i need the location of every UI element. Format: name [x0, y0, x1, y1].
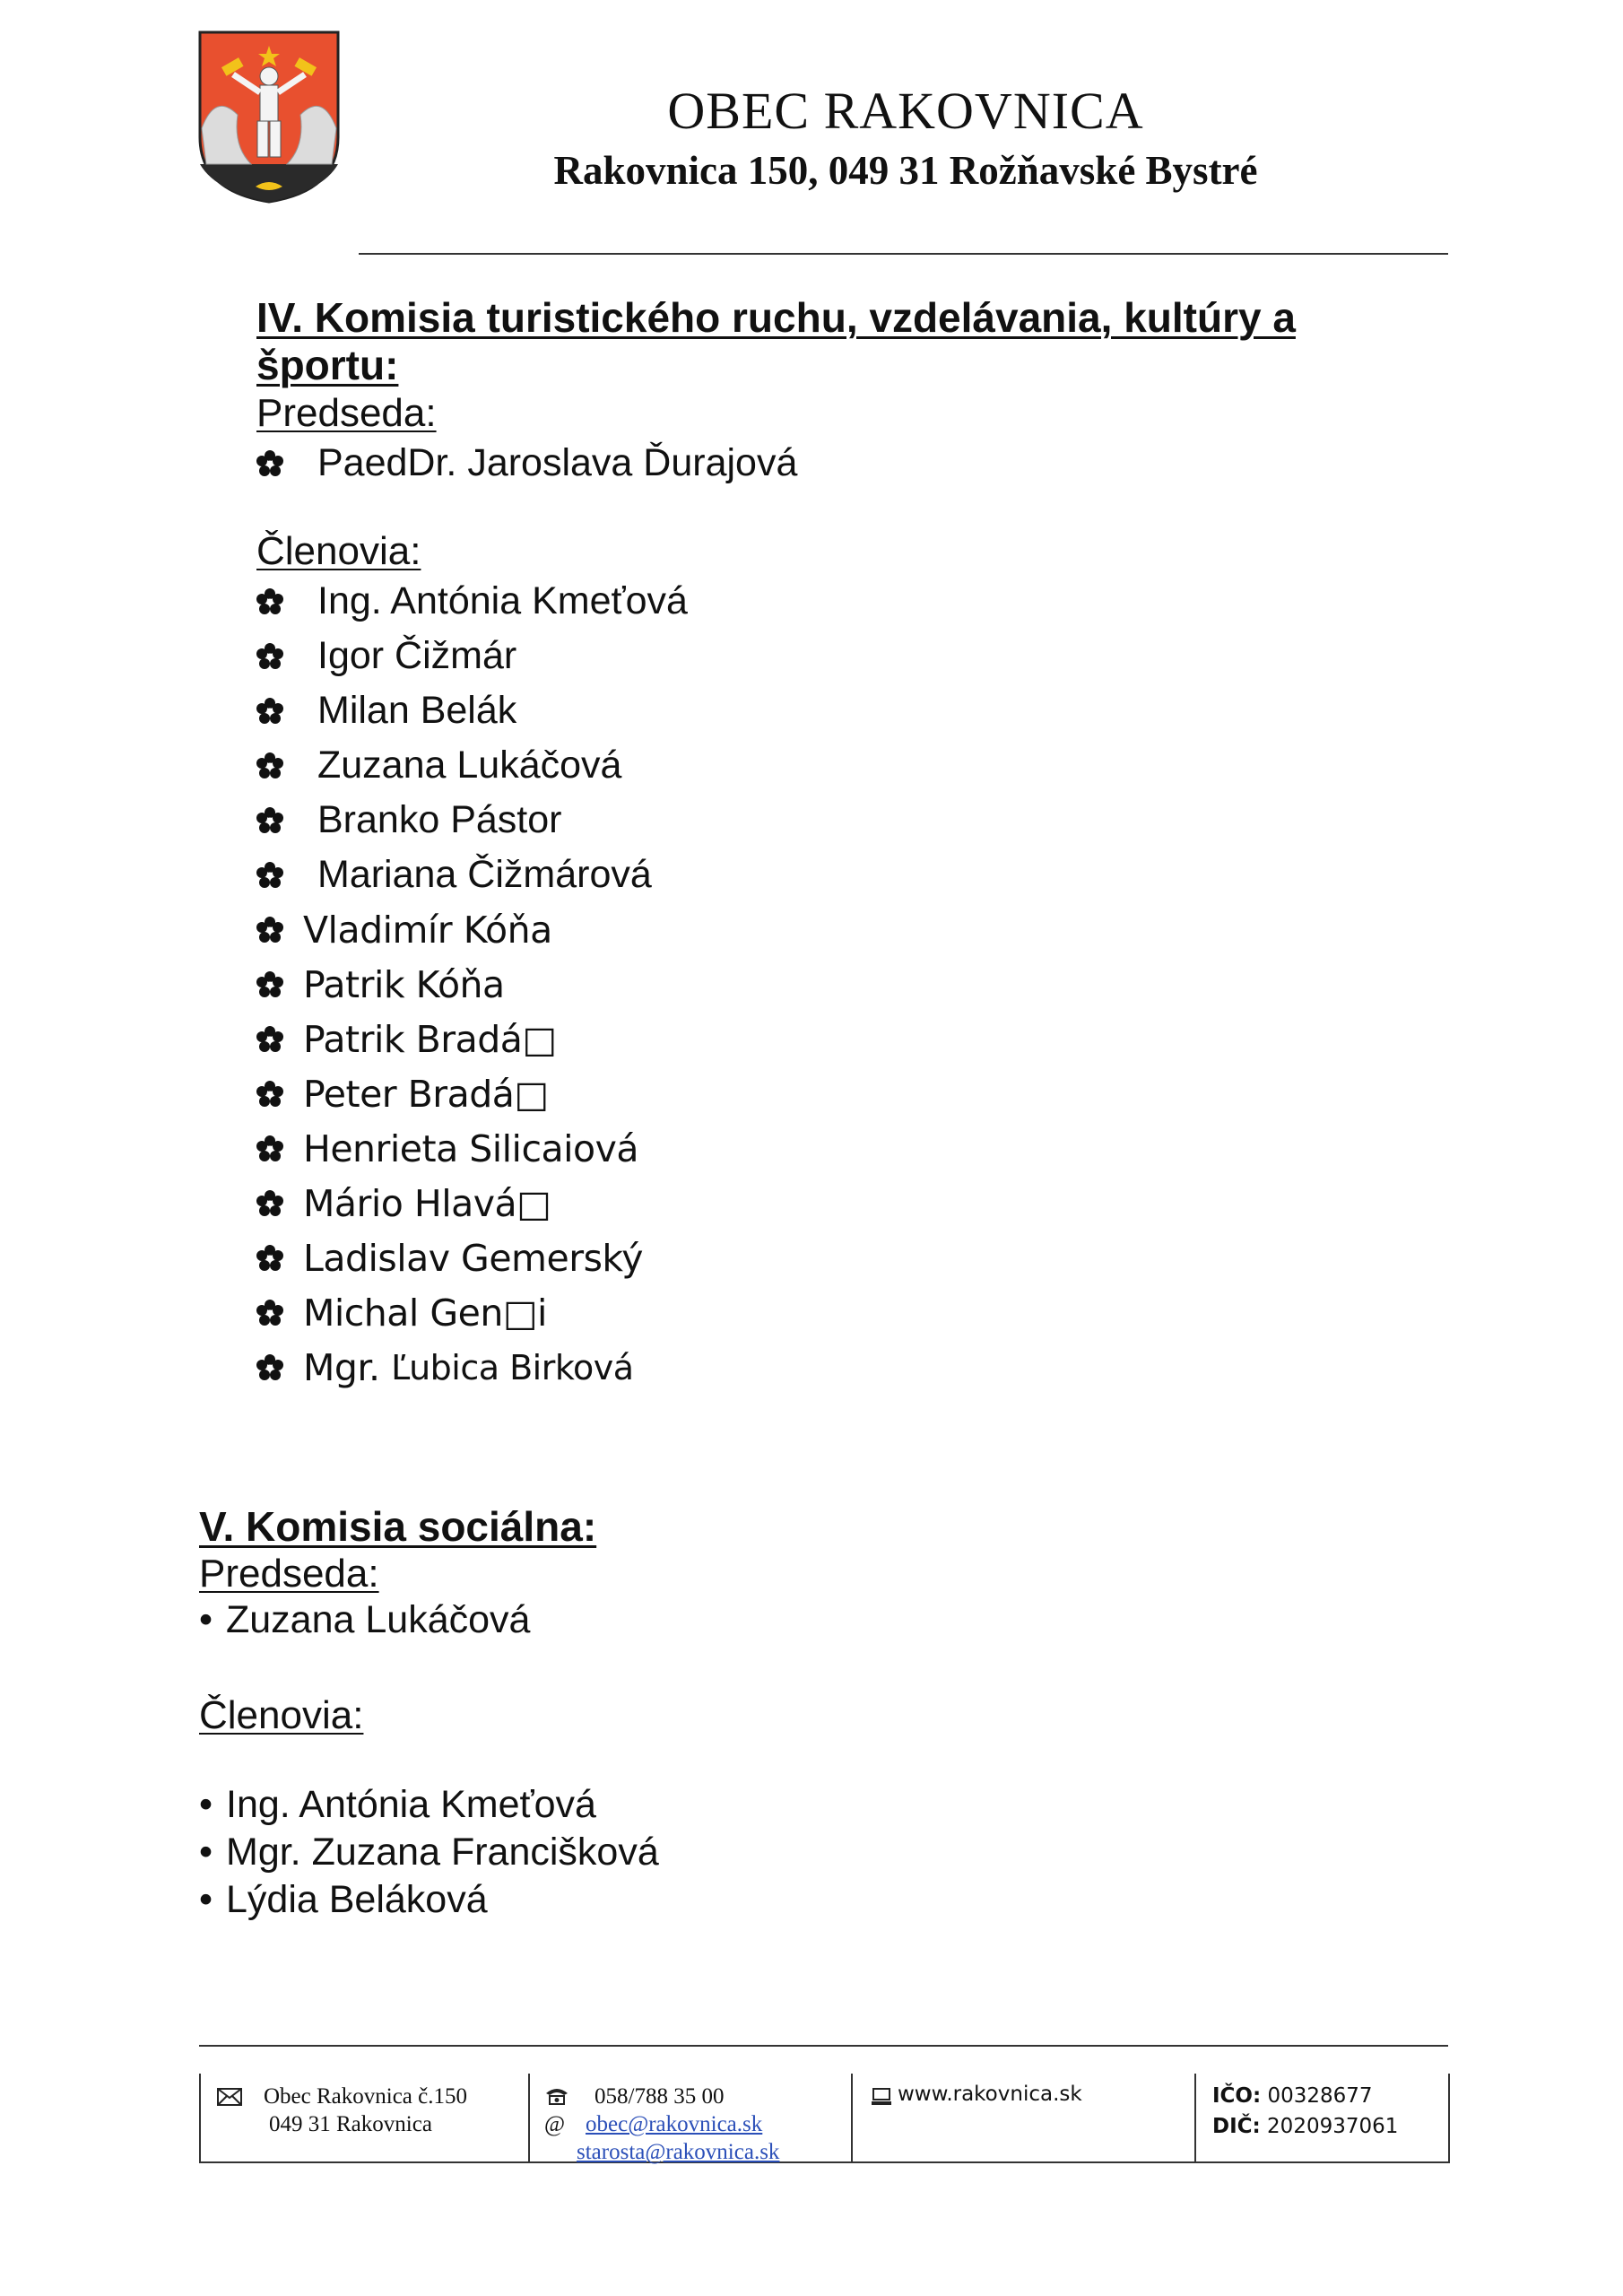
coat-of-arms-logo: [197, 30, 341, 204]
list-item: [256, 574, 688, 629]
flower-bullet-icon: [256, 862, 283, 889]
member-name: Vladimír Kóňa: [303, 908, 552, 952]
member-name: Henrieta Silicaiová: [303, 1126, 638, 1170]
member-name: Peter Bradá□: [303, 1072, 549, 1116]
member-name: Mário Hlavá□: [303, 1181, 551, 1225]
list-item: [256, 1066, 688, 1121]
footer-phone-email-cell: [528, 2074, 851, 2164]
flower-bullet-icon: [256, 698, 283, 725]
list-item: [256, 683, 688, 738]
member-name: Patrik Kóňa: [303, 962, 505, 1006]
flower-bullet-icon: [256, 450, 283, 477]
flower-bullet-icon: [256, 588, 283, 615]
dic-label: DIČ:: [1212, 2115, 1261, 2138]
flower-bullet-icon: [256, 1026, 283, 1053]
list-item: [199, 1876, 659, 1924]
section-iv-chair-row: [256, 436, 797, 491]
flower-bullet-icon: [256, 752, 283, 779]
footer-ids-cell: [1194, 2074, 1448, 2161]
section-v-members-label: Členovia:: [199, 1693, 364, 1737]
list-item: [256, 1285, 688, 1340]
flower-bullet-icon: [256, 917, 283, 944]
section-iv-chair-block: [256, 391, 797, 491]
at-sign-icon: @: [544, 2112, 566, 2136]
section-iv-members-block: [256, 529, 688, 1395]
flower-bullet-icon: [256, 1300, 283, 1326]
footer-email-link[interactable]: obec@rakovnica.sk: [586, 2112, 763, 2136]
bullet-icon: •: [199, 1783, 213, 1826]
flower-bullet-icon: [256, 643, 283, 670]
section-iv-members-list: [256, 574, 688, 1395]
footer-phone: 058/788 35 00: [595, 2084, 725, 2109]
footer-divider: [199, 2045, 1448, 2047]
flower-bullet-icon: [256, 1135, 283, 1162]
member-name: Mgr. Zuzana Francišková: [226, 1831, 659, 1874]
list-item: [256, 1340, 688, 1395]
member-name: Zuzana Lukáčová: [317, 744, 622, 787]
ico-value: 00328677: [1267, 2084, 1373, 2108]
member-name: Ing. Antónia Kmeťová: [226, 1783, 596, 1826]
section-v-chair-name: Zuzana Lukáčová: [226, 1598, 531, 1641]
organization-address: Rakovnica 150, 049 31 Rožňavské Bystré: [553, 148, 1258, 193]
flower-bullet-icon: [256, 1081, 283, 1108]
bullet-icon: •: [199, 1598, 213, 1641]
section-iv-members-label: Členovia:: [256, 529, 421, 573]
list-item: [256, 1121, 688, 1176]
section-iv-chair-label: Predseda:: [256, 391, 437, 435]
member-title-prefix: Mgr.: [303, 1345, 392, 1389]
list-item: [256, 1176, 688, 1231]
footer-postal-line1: Obec Rakovnica č.150: [264, 2084, 468, 2109]
dic-value: 2020937061: [1267, 2115, 1399, 2138]
member-name: Ladislav Gemerský: [303, 1236, 643, 1280]
member-name: Mariana Čižmárová: [317, 853, 652, 896]
flower-bullet-icon: [256, 1190, 283, 1217]
member-name: Lýdia Beláková: [226, 1878, 488, 1921]
telephone-icon: [544, 2086, 569, 2106]
flower-bullet-icon: [256, 971, 283, 998]
header-divider: [359, 253, 1448, 255]
member-name: Ľubica Birková: [391, 1347, 634, 1387]
member-name: Branko Pástor: [317, 798, 562, 841]
section-iv-title: IV. Komisia turistického ruchu, vzdelávania, kultúry a športu:: [256, 294, 1296, 388]
section-iv-chair-name: PaedDr. Jaroslava Ďurajová: [317, 441, 798, 484]
organization-name: OBEC RAKOVNICA: [667, 82, 1144, 140]
list-item: [256, 902, 688, 957]
footer-dic: [1212, 2111, 1398, 2142]
footer-postal-line2: 049 31 Rakovnica: [269, 2112, 432, 2136]
member-name: Ing. Antónia Kmeťová: [317, 579, 688, 622]
section-v-chair-block: [199, 1552, 530, 1644]
list-item: [256, 1231, 688, 1285]
bullet-icon: •: [199, 1878, 213, 1921]
section-v-members-block: [199, 1693, 659, 1924]
envelope-icon: [217, 2088, 242, 2106]
footer-ico: [1212, 2081, 1373, 2111]
section-v-chair-label: Predseda:: [199, 1552, 379, 1596]
list-item: [256, 848, 688, 902]
list-item: [199, 1781, 659, 1829]
flower-bullet-icon: [256, 807, 283, 834]
bullet-icon: •: [199, 1831, 213, 1874]
section-v-title: V. Komisia sociálna:: [199, 1503, 597, 1550]
member-name: Milan Belák: [317, 689, 517, 732]
footer-contact-box: [199, 2074, 1450, 2163]
list-item: [256, 793, 688, 848]
list-item: [199, 1829, 659, 1876]
footer-website-cell: [851, 2074, 1194, 2161]
member-name: Patrik Bradá□: [303, 1017, 557, 1061]
footer-postal-cell: [201, 2074, 528, 2161]
list-item: [256, 738, 688, 793]
list-item: [256, 957, 688, 1012]
flower-bullet-icon: [256, 1354, 283, 1381]
section-v-chair-row: [199, 1596, 530, 1644]
member-name: Michal Gen□i: [303, 1291, 547, 1335]
list-item: [256, 629, 688, 683]
member-name: Igor Čižmár: [317, 634, 517, 677]
flower-bullet-icon: [256, 1245, 283, 1272]
ico-label: IČO:: [1212, 2084, 1262, 2108]
footer-website-link[interactable]: www.rakovnica.sk: [898, 2083, 1082, 2106]
list-item: [256, 1012, 688, 1066]
computer-icon: [871, 2088, 892, 2106]
footer-email-link-mayor[interactable]: starosta@rakovnica.sk: [577, 2140, 780, 2164]
